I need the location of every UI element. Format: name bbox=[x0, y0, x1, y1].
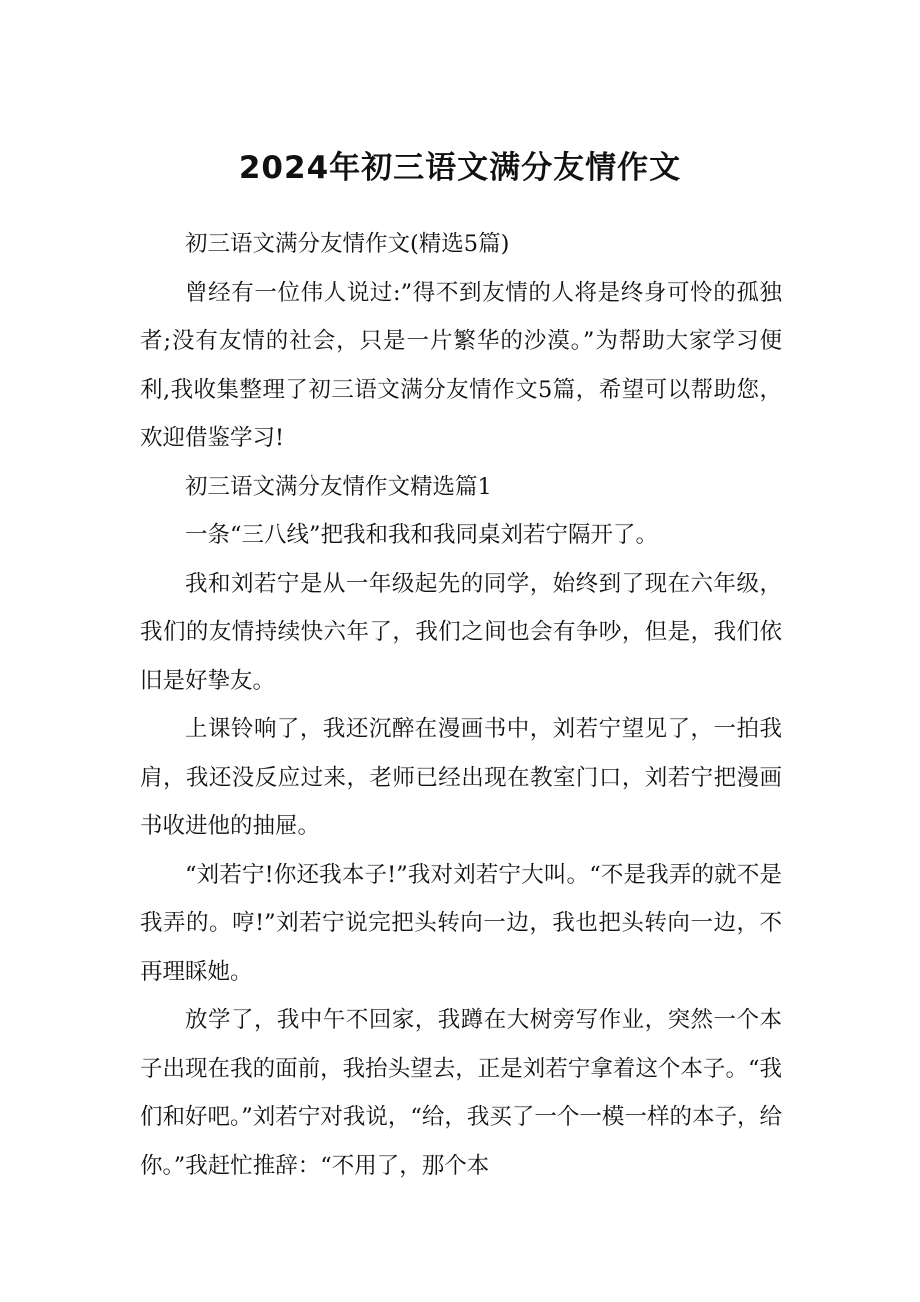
paragraph: 上课铃响了，我还沉醉在漫画书中，刘若宁望见了，一拍我肩，我还没反应过来，老师已经出现在教室门口，刘若宁把漫画书收进他的抽屉。 bbox=[140, 716, 782, 839]
document-body bbox=[140, 220, 782, 1190]
intro-paragraph: 曾经有一位伟人说过:”得不到友情的人将是终身可怜的孤独者;没有友情的社会，只是一片繁华的沙漠。”为帮助大家学习便利,我收集整理了初三语文满分友情作文5篇，希望可以帮助您，欢迎借鉴学习! bbox=[140, 279, 782, 451]
document-title: 2024年初三语文满分友情作文 bbox=[238, 150, 682, 186]
subtitle-paragraph: 初三语文满分友情作文(精选5篇) bbox=[185, 231, 510, 257]
paragraph: 放学了，我中午不回家，我蹲在大树旁写作业，突然一个本子出现在我的面前，我抬头望去，正是刘若宁拿着这个本子。“我们和好吧。”刘若宁对我说，“给，我买了一个一模一样的本子，给你。”我赶忙推辞：“不用了，那个本 bbox=[140, 1007, 782, 1179]
paragraph: 一条“三八线”把我和我和我同桌刘若宁隔开了。 bbox=[185, 522, 659, 548]
paragraph: 我和刘若宁是从一年级起先的同学，始终到了现在六年级，我们的友情持续快六年了，我们之间也会有争吵，但是，我们依旧是好挚友。 bbox=[140, 570, 782, 694]
paragraph: “刘若宁!你还我本子!”我对刘若宁大叫。“不是我弄的就不是我弄的。哼!”刘若宁说完把头转向一边，我也把头转向一边，不再理睬她。 bbox=[140, 861, 782, 985]
section-heading: 初三语文满分友情作文精选篇1 bbox=[185, 473, 492, 500]
